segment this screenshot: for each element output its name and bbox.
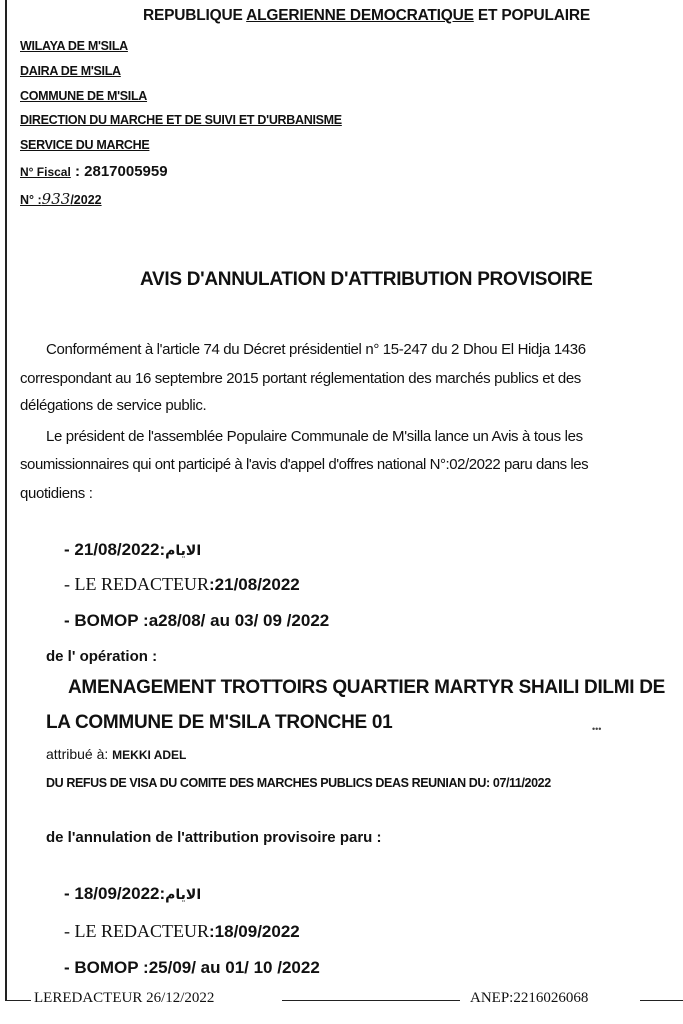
redacteur-date-2: :18/09/2022 [209,922,300,941]
footer-anep: ANEP:2216026068 [470,990,589,1006]
paragraph-2-line-2: soumissionnaires qui ont participé à l'avis d'appel d'offres national N°:02/2022 paru dans les [20,456,589,473]
redacteur-date-1: :21/08/2022 [209,575,300,594]
publication-alayam-2: - الايام:18/09/2022 [64,884,202,903]
numero-year: /2022 [70,193,102,207]
fiscal-number [20,163,168,180]
commune-line: COMMUNE DE M'SILA [20,89,148,103]
redacteur-label-2: LE REDACTEUR [74,921,209,941]
notice-title: AVIS D'ANNULATION D'ATTRIBUTION PROVISOIRE [140,269,593,290]
header-part3: ET POPULAIRE [473,7,591,24]
paragraph-1-line-2: correspondant au 16 septembre 2015 portant réglementation des marchés publics et des [20,370,581,387]
bomop-2: BOMOP :25/09/ au 01/ 10 /2022 [74,958,320,977]
bomop-1: BOMOP :a28/08/ au 03/ 09 /2022 [74,611,330,630]
alayam-label-2: الايام [165,887,202,903]
reference-number [20,190,102,208]
numero-label: N° : [20,193,42,207]
publication-redacteur-2: - LE REDACTEUR:18/09/2022 [64,921,300,941]
fiscal-label: N° Fiscal [20,165,71,179]
operation-title-line-2: LA COMMUNE DE M'SILA TRONCHE 01 [46,712,393,733]
publication-redacteur-1: - LE REDACTEUR:21/08/2022 [64,574,300,594]
footer-rule-right [640,1000,683,1001]
footer-redacteur: LEREDACTEUR 26/12/2022 [34,990,215,1006]
paragraph-1-line-3: délégations de service public. [20,397,207,414]
wilaya-line: WILAYA DE M'SILA [20,39,128,53]
operation-title-line-1: AMENAGEMENT TROTTOIRS QUARTIER MARTYR SHAILI DILMI DE [68,677,666,698]
direction-line: DIRECTION DU MARCHE ET DE SUIVI ET D'URBANISME [20,113,342,127]
fiscal-value: : 2817005959 [70,163,168,180]
left-margin-rule [5,0,7,1000]
daira-line: DAIRA DE M'SILA [20,64,121,78]
attributed-label: attribué à: [46,746,113,762]
footer-rule-left [5,1000,31,1001]
alayam-label-1: الايام [165,543,202,559]
header-part2: ALGERIENNE DEMOCRATIQUE [246,7,474,24]
publication-alayam-1: - الايام:21/08/2022 [64,540,202,559]
redacteur-label-1: LE REDACTEUR [74,574,209,594]
republic-header [143,7,590,25]
attributed-line [46,746,186,762]
paragraph-2-line-3: quotidiens : [20,485,93,502]
refus-line: DU REFUS DE VISA DU COMITE DES MARCHES PUBLICS DEAS REUNIAN DU: 07/11/2022 [46,776,551,790]
alayam-date-2: :18/09/2022 [74,884,166,903]
annulation-intro: de l'annulation de l'attribution provisoire paru : [46,829,382,846]
faint-mark: ••• [592,724,602,734]
paragraph-1-line-1: Conformément à l'article 74 du Décret présidentiel n° 15-247 du 2 Dhou El Hidja 1436 [46,341,586,358]
operation-intro: de l' opération : [46,648,158,665]
footer-rule-middle [282,1000,460,1001]
alayam-date-1: :21/08/2022 [74,540,166,559]
service-line: SERVICE DU MARCHE [20,138,150,152]
paragraph-2-line-1: Le président de l'assemblée Populaire Communale de M'silla lance un Avis à tous les [46,428,583,445]
publication-bomop-2: - BOMOP :25/09/ au 01/ 10 /2022 [64,958,320,977]
header-part1: REPUBLIQUE [143,7,247,24]
attributed-name: MEKKI ADEL [112,748,187,762]
publication-bomop-1: - BOMOP :a28/08/ au 03/ 09 /2022 [64,611,330,630]
handwritten-number: 933 [41,190,71,208]
